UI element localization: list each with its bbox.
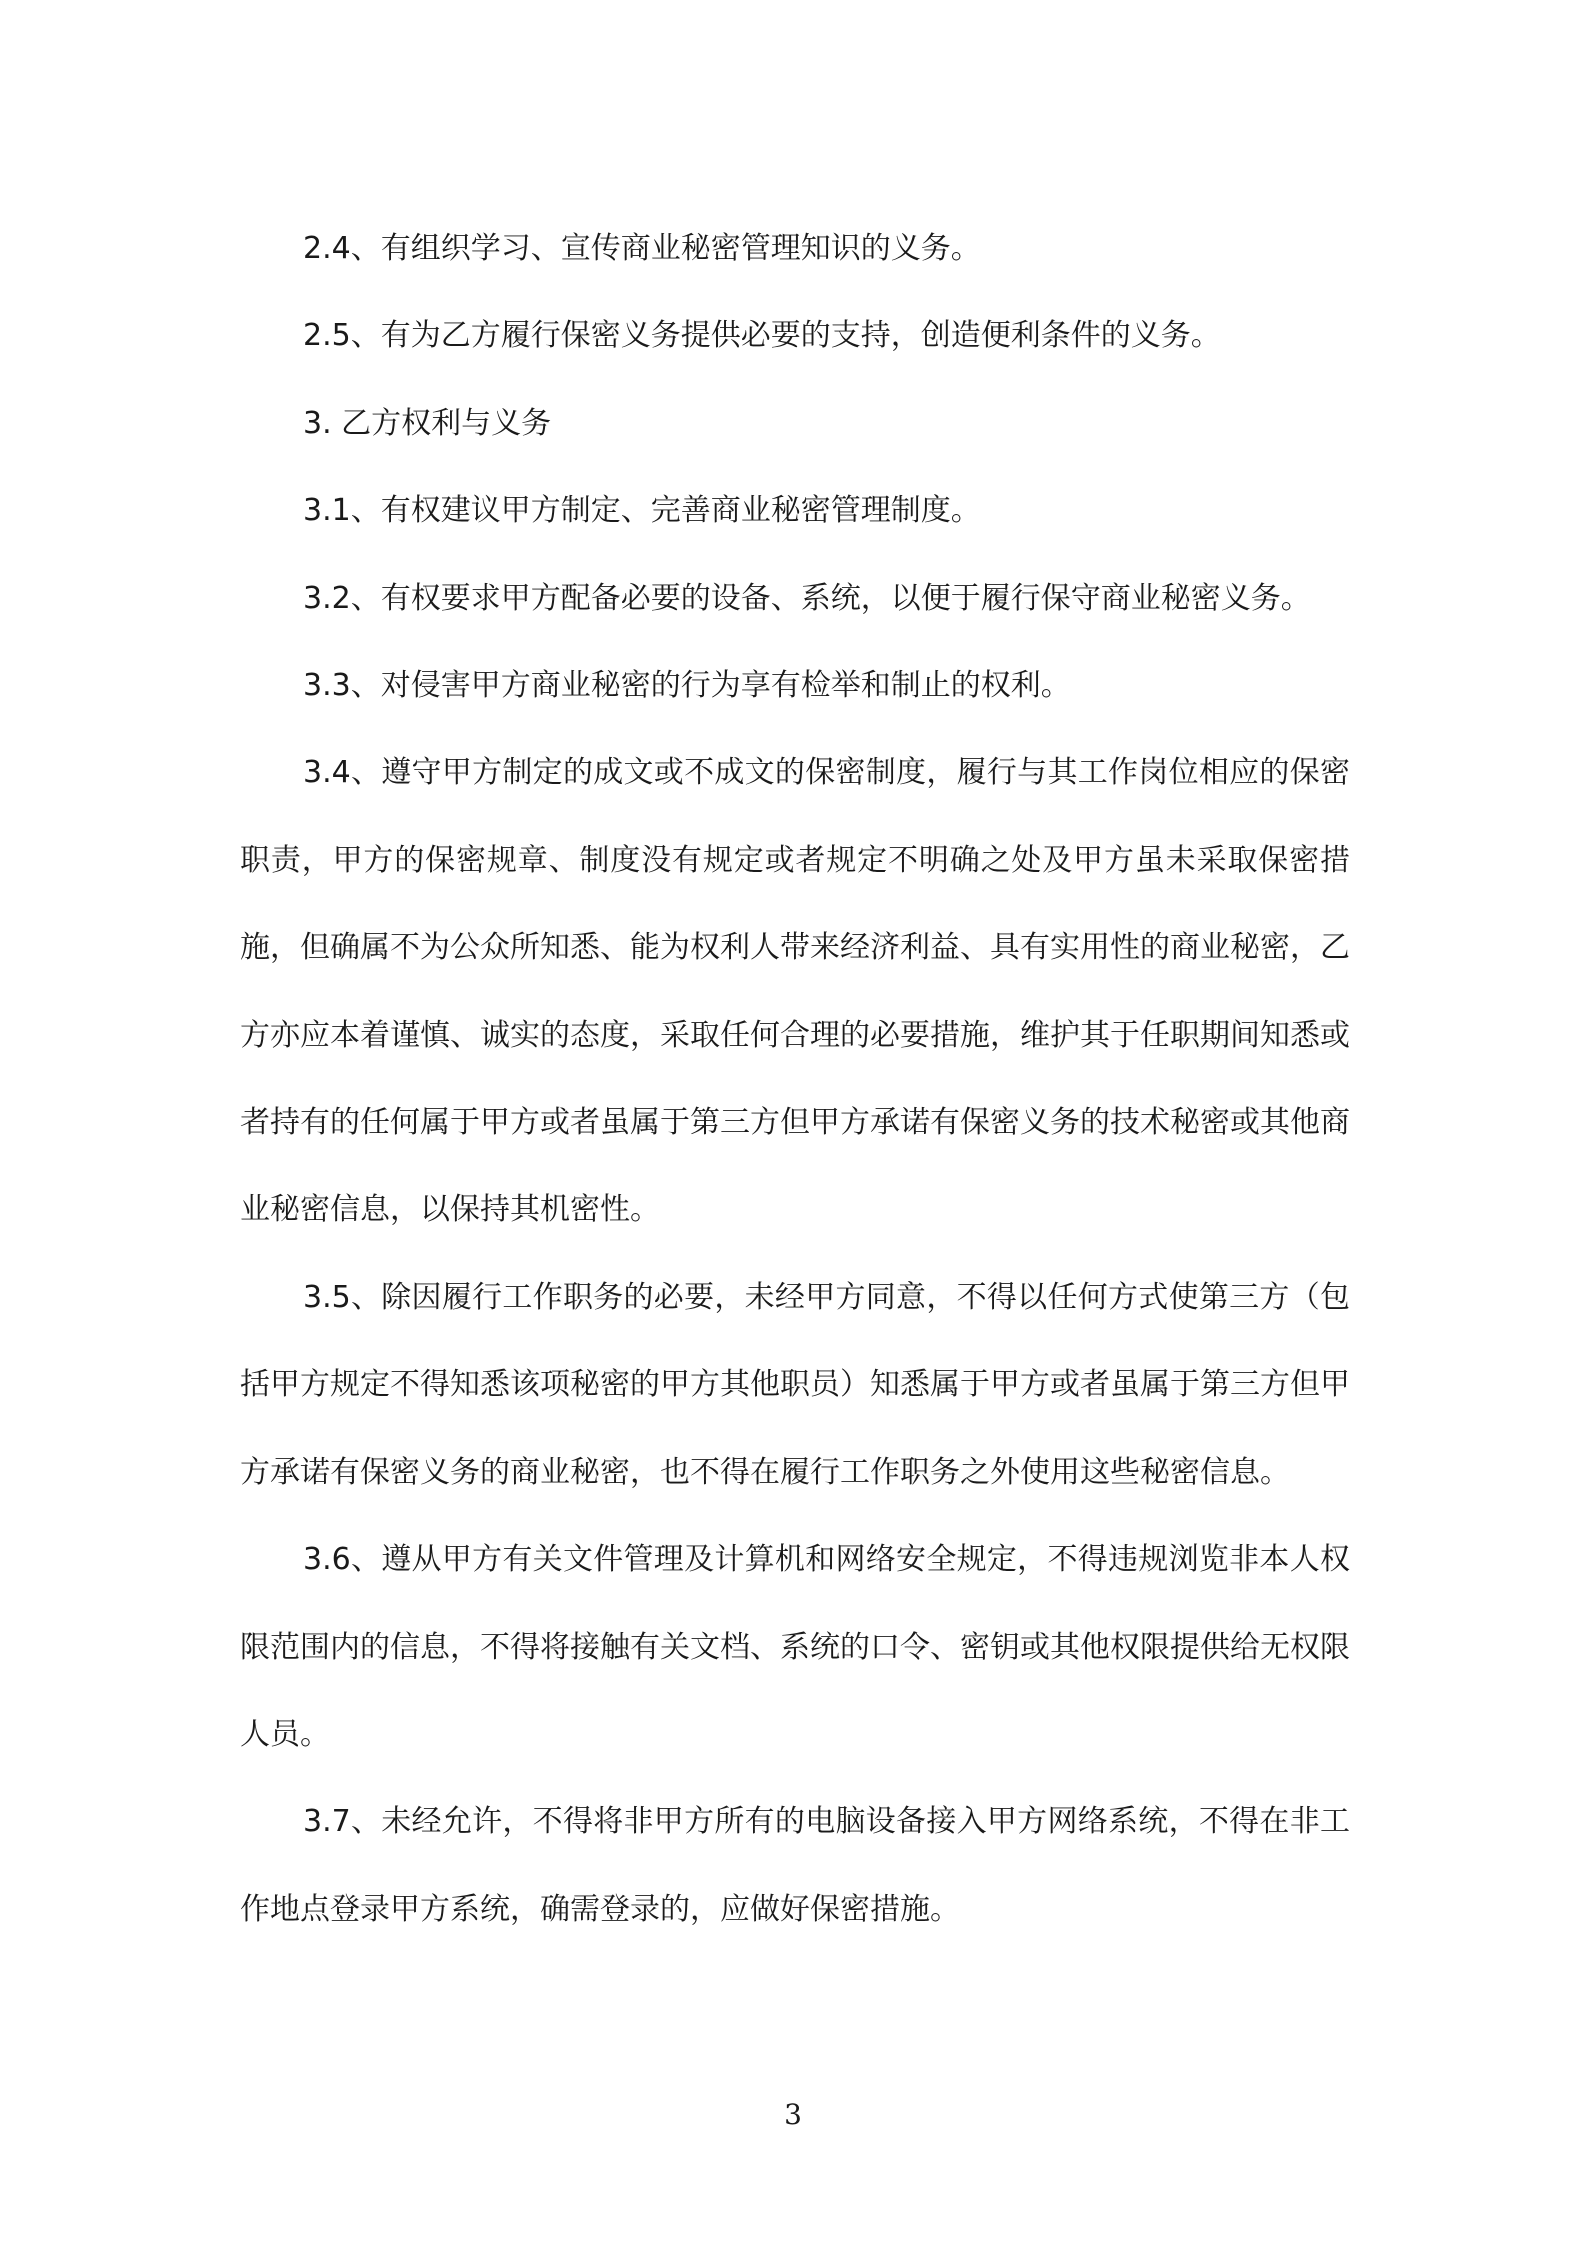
paragraph-3-2: 3.2、有权要求甲方配备必要的设备、系统，以便于履行保守商业秘密义务。 xyxy=(303,580,1311,616)
paragraph-3-5: 3.5、除因履行工作职务的必要，未经甲方同意，不得以任何方式使第三方（包括甲方规定不得知悉该项秘密的甲方其他职员）知悉属于甲方或者虽属于第三方但甲方承诺有保密义务的商业秘密，也不得在履行工作职务之外使用这些秘密信息。 xyxy=(240,1279,1350,1490)
paragraph-3-1: 3.1、有权建议甲方制定、完善商业秘密管理制度。 xyxy=(303,493,981,529)
paragraph-2-4: 2.4、有组织学习、宣传商业秘密管理知识的义务。 xyxy=(303,231,981,266)
paragraph-3-6: 3.6、遵从甲方有关文件管理及计算机和网络安全规定，不得违规浏览非本人权限范围内的信息，不得将接触有关文档、系统的口令、密钥或其他权限提供给无权限人员。 xyxy=(240,1542,1350,1752)
paragraph-3-4: 3.4、遵守甲方制定的成文或不成文的保密制度，履行与其工作岗位相应的保密职责，甲方的保密规章、制度没有规定或者规定不明确之处及甲方虽未采取保密措施，但确属不为公众所知悉、能为权利人带来经济利益、具有实用性的商业秘密，乙方亦应本着谨慎、诚实的态度，采取任何合理的必要措施，维护其于任职期间知悉或者持有的任何属于甲方或者虽属于第三方但甲方承诺有保密义务的技术秘密或其他商业秘密信息，以保持其机密性。 xyxy=(240,755,1350,1228)
section-heading-3: 3. 乙方权利与义务 xyxy=(303,405,552,441)
document-body xyxy=(240,205,1350,1953)
paragraph-3-3: 3.3、对侵害甲方商业秘密的行为享有检举和制止的权利。 xyxy=(303,668,1071,704)
paragraph-2-5: 2.5、有为乙方履行保密义务提供必要的支持，创造便利条件的义务。 xyxy=(303,318,1221,354)
page-number: 3 xyxy=(784,2098,802,2131)
paragraph-3-7: 3.7、未经允许，不得将非甲方所有的电脑设备接入甲方网络系统，不得在非工作地点登录甲方系统，确需登录的，应做好保密措施。 xyxy=(240,1804,1350,1927)
